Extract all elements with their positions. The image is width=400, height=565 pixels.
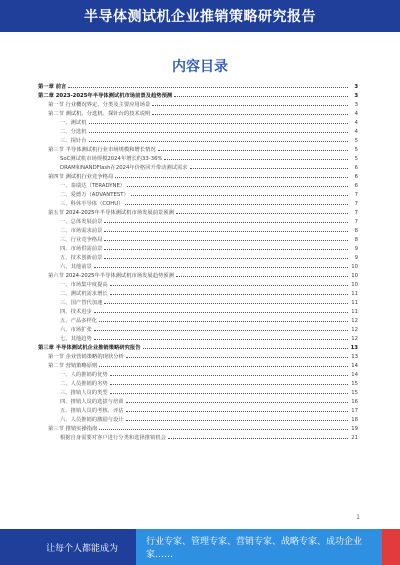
table-of-contents xyxy=(38,82,358,442)
footer-slogan-right-text: 行业专家、管理专家、营销专家、战略专家、成功企业家…… xyxy=(146,537,363,560)
toc-entry[interactable] xyxy=(38,172,358,181)
toc-entry[interactable] xyxy=(38,127,358,136)
toc-entry-title: 第一节 行业概况界定、分类及主要应用场景 xyxy=(48,102,151,108)
toc-leader-dots xyxy=(89,136,349,142)
toc-entry-page: 10 xyxy=(351,264,358,270)
footer-slogan-left: 让每个人都能成为 xyxy=(46,543,119,554)
toc-entry-title: 一、泰瑞达（TERADYNE） xyxy=(60,183,126,189)
toc-leader-dots xyxy=(158,145,348,151)
toc-entry[interactable] xyxy=(38,397,358,406)
toc-entry-page: 11 xyxy=(351,300,358,306)
toc-leader-dots xyxy=(190,163,348,169)
toc-leader-dots xyxy=(126,397,348,403)
toc-leader-dots xyxy=(125,199,348,205)
toc-entry-page: 6 xyxy=(354,174,358,180)
toc-entry-title: 三、推销人员的类型 xyxy=(60,390,108,396)
toc-entry-page: 5 xyxy=(354,147,358,153)
toc-entry-page: 12 xyxy=(351,318,358,324)
toc-entry-title: 五、产品多样化 xyxy=(60,318,98,324)
toc-entry[interactable] xyxy=(38,361,358,370)
footer-accent xyxy=(382,529,400,565)
toc-entry-page: 3 xyxy=(354,102,358,108)
toc-entry[interactable] xyxy=(38,406,358,415)
toc-entry-page: 4 xyxy=(354,111,358,117)
toc-entry-page: 13 xyxy=(350,345,358,351)
toc-entry-page: 19 xyxy=(351,426,358,432)
toc-leader-dots xyxy=(94,334,348,340)
toc-leader-dots xyxy=(110,388,348,394)
toc-entry-title: 第一章 前言 xyxy=(38,84,67,90)
toc-entry-title: 第三章 半导体测试机企业推销策略研究报告 xyxy=(38,345,141,351)
toc-entry[interactable] xyxy=(38,136,358,145)
toc-entry[interactable] xyxy=(38,226,358,235)
toc-entry-title: 第五节 2024-2025年半导体测试机市场发展前景预测 xyxy=(48,210,174,216)
toc-leader-dots xyxy=(127,181,348,187)
toc-entry-page: 10 xyxy=(351,282,358,288)
toc-leader-dots xyxy=(89,127,349,133)
toc-entry[interactable] xyxy=(38,208,358,217)
toc-entry-page: 21 xyxy=(351,435,358,441)
toc-entry-title: 三、行业竞争格局 xyxy=(60,237,103,243)
toc-leader-dots xyxy=(104,244,348,250)
toc-entry-page: 4 xyxy=(354,129,358,135)
toc-entry[interactable] xyxy=(38,145,358,154)
toc-entry[interactable] xyxy=(38,280,358,289)
toc-entry-title: 一、市场集中度提高 xyxy=(60,282,108,288)
toc-entry-page: 6 xyxy=(354,165,358,171)
toc-entry[interactable] xyxy=(38,100,358,109)
toc-entry[interactable] xyxy=(38,271,358,280)
toc-entry-title: 二、人员推销的劣势 xyxy=(60,381,108,387)
toc-entry[interactable] xyxy=(38,343,358,352)
toc-entry-title: 四、技术进步 xyxy=(60,309,92,315)
toc-entry[interactable] xyxy=(38,190,358,199)
toc-leader-dots xyxy=(115,172,348,178)
toc-entry-page: 10 xyxy=(351,273,358,279)
toc-entry-title: 三、探针台 xyxy=(60,138,87,144)
toc-entry-title: DRAM和NANDFlash在2024年价格回升带动测试需求 xyxy=(60,165,188,171)
toc-entry-title: 二、测试机需求增长 xyxy=(60,291,108,297)
toc-entry[interactable] xyxy=(38,217,358,226)
toc-leader-dots xyxy=(176,271,348,277)
toc-entry-page: 11 xyxy=(351,291,358,297)
toc-entry-page: 5 xyxy=(354,138,358,144)
toc-leader-dots xyxy=(164,154,348,160)
toc-entry[interactable] xyxy=(38,91,358,100)
toc-entry[interactable] xyxy=(38,352,358,361)
toc-entry-page: 4 xyxy=(354,120,358,126)
toc-leader-dots xyxy=(126,406,348,412)
toc-leader-dots xyxy=(110,379,348,385)
toc-entry-page: 11 xyxy=(351,309,358,315)
toc-leader-dots xyxy=(89,118,349,124)
page-number: 1 xyxy=(356,514,360,521)
toc-leader-dots xyxy=(104,298,348,304)
toc-entry[interactable] xyxy=(38,379,358,388)
toc-entry[interactable] xyxy=(38,307,358,316)
toc-entry-page: 18 xyxy=(351,417,358,423)
toc-entry-title: 二、市场需求前景 xyxy=(60,228,103,234)
toc-entry-page: 9 xyxy=(354,255,358,261)
toc-entry[interactable] xyxy=(38,244,358,253)
toc-entry-page: 14 xyxy=(351,372,358,378)
toc-entry-page: 17 xyxy=(351,408,358,414)
toc-entry-title: SoC测试机市场规模2024年增长约33-36% xyxy=(60,156,163,162)
toc-entry-title: 第六节 2024-2025年半导体测试机市场发展趋势预测 xyxy=(48,273,174,279)
toc-entry-page: 14 xyxy=(351,363,358,369)
toc-entry-title: 第二节 营销策略原则 xyxy=(48,363,98,369)
toc-entry[interactable] xyxy=(38,388,358,397)
toc-leader-dots xyxy=(104,235,348,241)
toc-leader-dots xyxy=(174,91,348,97)
report-title: 半导体测试机企业推销策略研究报告 xyxy=(84,9,316,25)
toc-entry-title: 第三节 半导体测试机行业市场规模和增长情况 xyxy=(48,147,156,153)
toc-entry[interactable] xyxy=(38,262,358,271)
toc-entry-title: 七、其他趋势 xyxy=(60,336,92,342)
toc-leader-dots xyxy=(99,361,348,367)
toc-entry-title: 六、人员推销的激励与设计 xyxy=(60,417,124,423)
toc-entry-title: 第四节 测试机行业竞争格局 xyxy=(48,174,114,180)
toc-leader-dots xyxy=(104,253,348,259)
footer-slogan-right xyxy=(136,529,382,565)
toc-entry[interactable] xyxy=(38,154,358,163)
toc-entry[interactable] xyxy=(38,370,358,379)
toc-entry[interactable] xyxy=(38,82,358,91)
toc-entry[interactable] xyxy=(38,424,358,433)
toc-entry-title: 第三节 推销实操指南 xyxy=(48,426,98,432)
toc-entry-title: 第二节 测试机、分选机、探针台的技术说明 xyxy=(48,111,151,117)
toc-leader-dots xyxy=(126,415,348,421)
toc-leader-dots xyxy=(99,424,348,430)
toc-entry-page: 8 xyxy=(354,228,358,234)
toc-entry-title: 第二章 2023-2025年半导体测试机市场前景及趋势预测 xyxy=(38,93,173,99)
toc-leader-dots xyxy=(143,343,349,349)
toc-entry-title: 四、推销人员的选拔与培训 xyxy=(60,399,124,405)
toc-leader-dots xyxy=(99,316,348,322)
toc-entry-page: 5 xyxy=(354,156,358,162)
toc-leader-dots xyxy=(126,352,348,358)
toc-entry-title: 三、国产替代加速 xyxy=(60,300,103,306)
toc-leader-dots xyxy=(168,433,348,439)
footer-bar xyxy=(0,529,400,565)
toc-entry-page: 7 xyxy=(354,192,358,198)
toc-entry[interactable] xyxy=(38,298,358,307)
toc-entry-page: 13 xyxy=(351,354,358,360)
toc-leader-dots xyxy=(68,82,348,88)
report-header-bar xyxy=(0,0,400,32)
toc-entry[interactable] xyxy=(38,325,358,334)
toc-leader-dots xyxy=(104,217,348,223)
toc-leader-dots xyxy=(152,100,348,106)
toc-entry-title: 根据自身需要对客户进行分类和选择推销机会 xyxy=(60,435,166,441)
toc-entry-title: 一、人的推销的优势 xyxy=(60,372,108,378)
toc-entry-page: 3 xyxy=(354,84,358,90)
toc-leader-dots xyxy=(110,280,348,286)
toc-entry-title: 二、分选机 xyxy=(60,129,87,135)
toc-leader-dots xyxy=(94,307,348,313)
toc-entry-page: 6 xyxy=(354,183,358,189)
toc-entry-title: 五、推销人员的考核、评估 xyxy=(60,408,124,414)
toc-leader-dots xyxy=(152,109,348,115)
toc-entry-title: 五、技术创新前景 xyxy=(60,255,103,261)
toc-entry-title: 一、测试机 xyxy=(60,120,87,126)
toc-entry-title: 三、科休半导体（COHU） xyxy=(60,201,124,207)
toc-leader-dots xyxy=(94,325,348,331)
toc-entry[interactable] xyxy=(38,433,358,442)
toc-entry[interactable] xyxy=(38,199,358,208)
toc-entry[interactable] xyxy=(38,316,358,325)
toc-entry-title: 第一节 企业营销策略的现状分析 xyxy=(48,354,124,360)
toc-entry[interactable] xyxy=(38,118,358,127)
toc-entry-page: 8 xyxy=(354,237,358,243)
toc-entry-page: 7 xyxy=(354,201,358,207)
toc-entry-page: 9 xyxy=(354,246,358,252)
toc-entry[interactable] xyxy=(38,163,358,172)
toc-leader-dots xyxy=(131,190,348,196)
toc-entry[interactable] xyxy=(38,334,358,343)
toc-entry-page: 15 xyxy=(351,381,358,387)
toc-entry-page: 16 xyxy=(351,399,358,405)
toc-entry-title: 二、爱德万（ADVANTEST） xyxy=(60,192,129,198)
toc-entry[interactable] xyxy=(38,289,358,298)
toc-entry[interactable] xyxy=(38,181,358,190)
toc-heading: 内容目录 xyxy=(172,59,228,75)
toc-entry-page: 15 xyxy=(351,390,358,396)
toc-entry-page: 7 xyxy=(354,210,358,216)
toc-entry-page: 7 xyxy=(354,219,358,225)
toc-leader-dots xyxy=(94,262,348,268)
toc-leader-dots xyxy=(110,370,348,376)
toc-entry-title: 六、市场扩张 xyxy=(60,327,92,333)
toc-entry-page: 3 xyxy=(354,93,358,99)
toc-entry[interactable] xyxy=(38,253,358,262)
toc-leader-dots xyxy=(176,208,348,214)
toc-entry-page: 12 xyxy=(351,336,358,342)
toc-entry[interactable] xyxy=(38,235,358,244)
toc-entry[interactable] xyxy=(38,109,358,118)
toc-entry-title: 一、总体发展前景 xyxy=(60,219,103,225)
toc-entry-page: 12 xyxy=(351,327,358,333)
toc-entry[interactable] xyxy=(38,415,358,424)
toc-leader-dots xyxy=(104,226,348,232)
toc-entry-title: 四、市场供需前景 xyxy=(60,246,103,252)
toc-leader-dots xyxy=(110,289,348,295)
toc-entry-title: 六、其他前景 xyxy=(60,264,92,270)
